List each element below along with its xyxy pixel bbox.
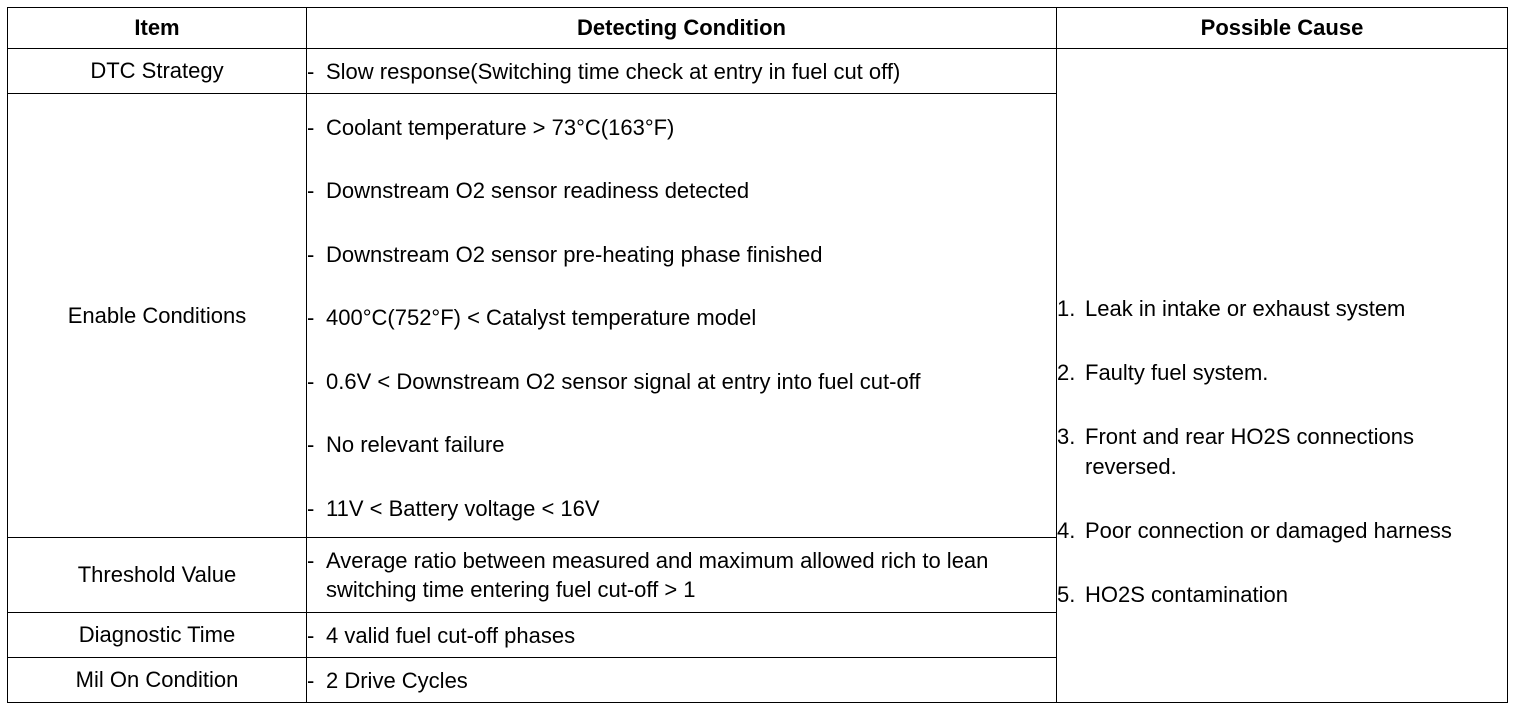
row-dtc-strategy bbox=[8, 49, 1508, 94]
condition-threshold-value bbox=[307, 538, 1057, 613]
condition-line bbox=[307, 367, 1056, 396]
dash-marker: - bbox=[307, 114, 315, 140]
condition-line bbox=[307, 666, 1056, 695]
dash-marker: - bbox=[307, 495, 315, 521]
cause-number: 5. bbox=[1057, 582, 1076, 607]
cause-number: 2. bbox=[1057, 360, 1076, 385]
condition-text: Average ratio between measured and maximum allowed rich to lean switching time entering fuel cut-off > 1 bbox=[326, 548, 989, 602]
cause-item bbox=[1057, 516, 1507, 546]
cause-text: Front and rear HO2S connections reversed. bbox=[1085, 424, 1414, 479]
cause-item bbox=[1057, 580, 1507, 610]
condition-text: No relevant failure bbox=[326, 432, 505, 457]
header-possible-cause: Possible Cause bbox=[1057, 8, 1508, 49]
cause-text: Poor connection or damaged harness bbox=[1085, 518, 1452, 543]
possible-cause-cell bbox=[1057, 49, 1508, 703]
condition-line bbox=[307, 546, 1056, 604]
condition-line bbox=[307, 176, 1056, 205]
enable-condition-list bbox=[307, 109, 1056, 523]
condition-text: 2 Drive Cycles bbox=[326, 667, 468, 693]
condition-line bbox=[307, 430, 1056, 459]
dash-marker: - bbox=[307, 241, 315, 267]
cause-item bbox=[1057, 294, 1507, 324]
header-detecting-condition: Detecting Condition bbox=[307, 8, 1057, 49]
item-enable-conditions: Enable Conditions bbox=[8, 94, 307, 538]
condition-enable-conditions bbox=[307, 94, 1057, 538]
condition-line bbox=[307, 494, 1056, 523]
condition-text: 4 valid fuel cut-off phases bbox=[326, 622, 576, 648]
cause-number: 3. bbox=[1057, 424, 1076, 449]
condition-text: Downstream O2 sensor readiness detected bbox=[326, 178, 750, 203]
condition-dtc-strategy bbox=[307, 49, 1057, 94]
condition-text: Coolant temperature > 73°C(163°F) bbox=[326, 114, 675, 140]
condition-line bbox=[307, 113, 1056, 142]
header-item: Item bbox=[8, 8, 307, 49]
condition-mil-on-condition bbox=[307, 658, 1057, 703]
header-row bbox=[8, 8, 1508, 49]
dash-marker: - bbox=[307, 548, 315, 573]
condition-line bbox=[307, 303, 1056, 332]
condition-text: 0.6V < Downstream O2 sensor signal at entry into fuel cut-off bbox=[326, 368, 921, 394]
condition-line bbox=[307, 57, 1056, 86]
dash-marker: - bbox=[307, 622, 315, 648]
condition-line bbox=[307, 621, 1056, 650]
item-dtc-strategy: DTC Strategy bbox=[8, 49, 307, 94]
dash-marker: - bbox=[307, 432, 315, 457]
condition-text: Downstream O2 sensor pre-heating phase finished bbox=[326, 241, 823, 267]
item-mil-on-condition: Mil On Condition bbox=[8, 658, 307, 703]
dash-marker: - bbox=[307, 58, 315, 84]
cause-number: 4. bbox=[1057, 518, 1076, 543]
cause-text: Faulty fuel system. bbox=[1085, 360, 1269, 385]
item-threshold-value: Threshold Value bbox=[8, 538, 307, 613]
dash-marker: - bbox=[307, 667, 315, 693]
cause-item bbox=[1057, 422, 1507, 482]
cause-text: HO2S contamination bbox=[1085, 582, 1288, 607]
cause-list bbox=[1057, 141, 1507, 610]
dtc-spec-table bbox=[7, 7, 1508, 703]
dash-marker: - bbox=[307, 368, 315, 394]
cause-text: Leak in intake or exhaust system bbox=[1085, 296, 1406, 321]
dash-marker: - bbox=[307, 178, 315, 203]
condition-text: 400°C(752°F) < Catalyst temperature model bbox=[326, 305, 757, 330]
cause-item bbox=[1057, 358, 1507, 388]
item-diagnostic-time: Diagnostic Time bbox=[8, 613, 307, 658]
condition-text: Slow response(Switching time check at entry in fuel cut off) bbox=[326, 58, 901, 84]
dash-marker: - bbox=[307, 305, 315, 330]
condition-diagnostic-time bbox=[307, 613, 1057, 658]
condition-line bbox=[307, 240, 1056, 269]
condition-text: 11V < Battery voltage < 16V bbox=[326, 495, 600, 521]
cause-number: 1. bbox=[1057, 296, 1076, 321]
